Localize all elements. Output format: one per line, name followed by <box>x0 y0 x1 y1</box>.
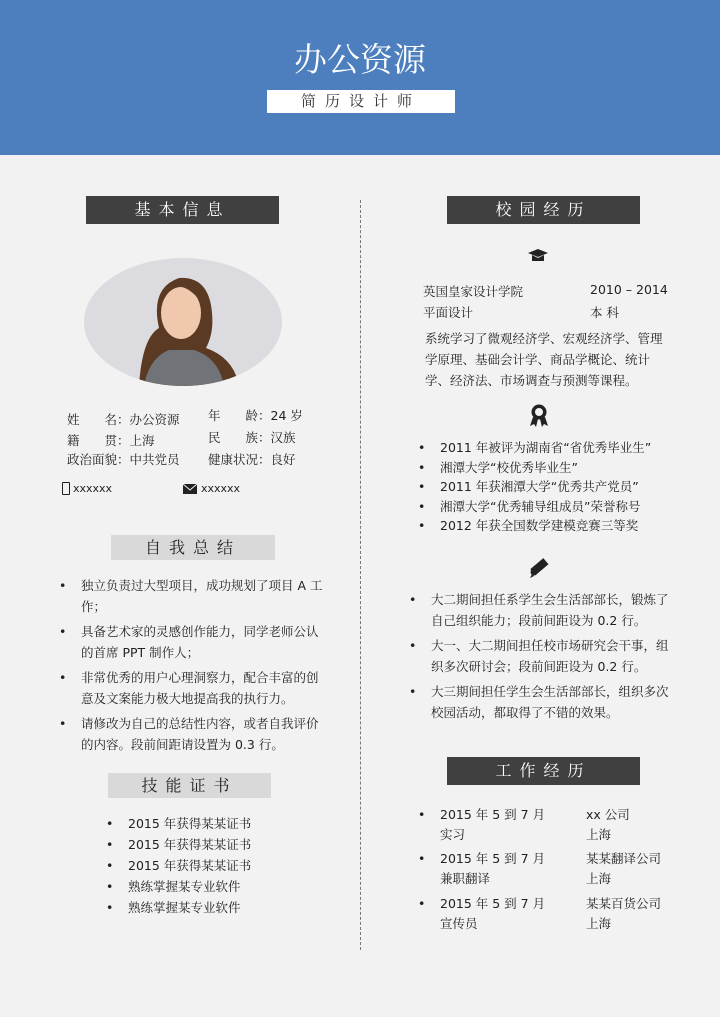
skill-item: • 2015 年获得某某证书 <box>128 813 251 834</box>
info-label: 籍 贯： <box>67 433 130 448</box>
school-years: 2010 – 2014 <box>590 282 668 297</box>
activity-item: • 大二期间担任系学生会生活部部长，锻炼了自己组织能力；段前间距设为 0.2 行。 <box>431 589 676 631</box>
header-banner <box>0 0 720 155</box>
section-self-summary: 自我总结 <box>111 535 275 560</box>
summary-item: • 独立负责过大型项目，成功规划了项目 A 工作； <box>81 575 326 617</box>
skill-item: • 2015 年获得某某证书 <box>128 855 251 876</box>
section-basic-info: 基本信息 <box>86 196 279 224</box>
profile-photo <box>84 258 282 386</box>
page-title: 办公资源 <box>294 40 426 79</box>
courses-text: 系统学习了微观经济学、宏观经济学、管理学原理、基础会计学、商品学概论、统计学、经济法、市场调查与预测等课程。 <box>425 331 663 388</box>
work-city: 上海 <box>586 871 612 886</box>
activities-list <box>431 589 676 723</box>
work-company: 某某翻译公司 <box>586 851 662 866</box>
award-ribbon-icon <box>529 404 549 428</box>
section-work: 工作经历 <box>447 757 640 785</box>
activity-item: • 大三期间担任学生会生活部部长，组织多次校园活动，都取得了不错的效果。 <box>431 681 676 723</box>
skill-item: • 2015 年获得某某证书 <box>128 834 251 855</box>
section-skills: 技能证书 <box>108 773 271 798</box>
activity-item: • 大一、大二期间担任校市场研究会干事，组织多次研讨会；段前间距设为 0.2 行。 <box>431 635 676 677</box>
degree: 本 科 <box>590 305 619 320</box>
info-value: 良好 <box>270 452 296 467</box>
award-item: • 2011 年被评为湖南省“省优秀毕业生” <box>440 438 651 458</box>
page-subtitle: 简历设计师 <box>267 90 455 113</box>
work-entry <box>440 805 630 845</box>
skill-item: • 熟练掌握某专业软件 <box>128 897 251 918</box>
section-campus: 校园经历 <box>447 196 640 224</box>
work-entry <box>440 894 662 934</box>
major: 平面设计 <box>423 305 474 320</box>
award-item: • 2012 年获全国数学建模竞赛三等奖 <box>440 516 651 536</box>
info-label: 政治面貌： <box>67 452 130 467</box>
work-role: 兼职翻译 <box>440 871 491 886</box>
work-role: 宣传员 <box>440 916 478 931</box>
award-item: • 2011 年获湘潭大学“优秀共产党员” <box>440 477 651 497</box>
summary-list <box>81 575 326 755</box>
info-label: 年 龄： <box>208 408 271 423</box>
info-label: 民 族： <box>208 430 271 445</box>
column-divider <box>360 200 361 950</box>
phone-icon <box>62 482 70 495</box>
work-entry <box>440 849 662 889</box>
info-value: 24 岁 <box>270 408 303 423</box>
work-city: 上海 <box>586 916 612 931</box>
graduation-cap-icon <box>528 249 548 263</box>
info-value: 汉族 <box>270 430 296 445</box>
info-value: 办公资源 <box>129 412 180 427</box>
work-city: 上海 <box>586 827 612 842</box>
info-label: 健康状况： <box>208 452 271 467</box>
summary-item: • 非常优秀的用户心理洞察力，配合丰富的创意及文案能力极大地提高我的执行力。 <box>81 667 326 709</box>
work-role: 实习 <box>440 827 466 842</box>
work-company: 某某百货公司 <box>586 896 662 911</box>
info-label: 姓 名： <box>67 412 130 427</box>
info-value: 中共党员 <box>129 452 180 467</box>
award-item: • 湘潭大学“优秀辅导组成员”荣誉称号 <box>440 497 651 517</box>
work-date: • 2015 年 5 到 7 月 <box>440 849 545 869</box>
phone-value: xxxxxx <box>73 482 113 495</box>
work-date: • 2015 年 5 到 7 月 <box>440 894 545 914</box>
award-item: • 湘潭大学“校优秀毕业生” <box>440 458 651 478</box>
skill-item: • 熟练掌握某专业软件 <box>128 876 251 897</box>
work-company: xx 公司 <box>586 807 630 822</box>
email-value: xxxxxx <box>201 482 241 495</box>
awards-list <box>440 438 651 536</box>
diploma-scroll-icon <box>528 556 550 578</box>
info-value: 上海 <box>129 433 155 448</box>
work-date: • 2015 年 5 到 7 月 <box>440 805 545 825</box>
school-name: 英国皇家设计学院 <box>423 284 524 299</box>
summary-item: • 具备艺术家的灵感创作能力，同学老师公认的首席 PPT 制作人； <box>81 621 326 663</box>
summary-item: • 请修改为自己的总结性内容，或者自我评价的内容。段前间距请设置为 0.3 行。 <box>81 713 326 755</box>
skills-list <box>128 813 251 918</box>
email-icon <box>183 484 197 494</box>
